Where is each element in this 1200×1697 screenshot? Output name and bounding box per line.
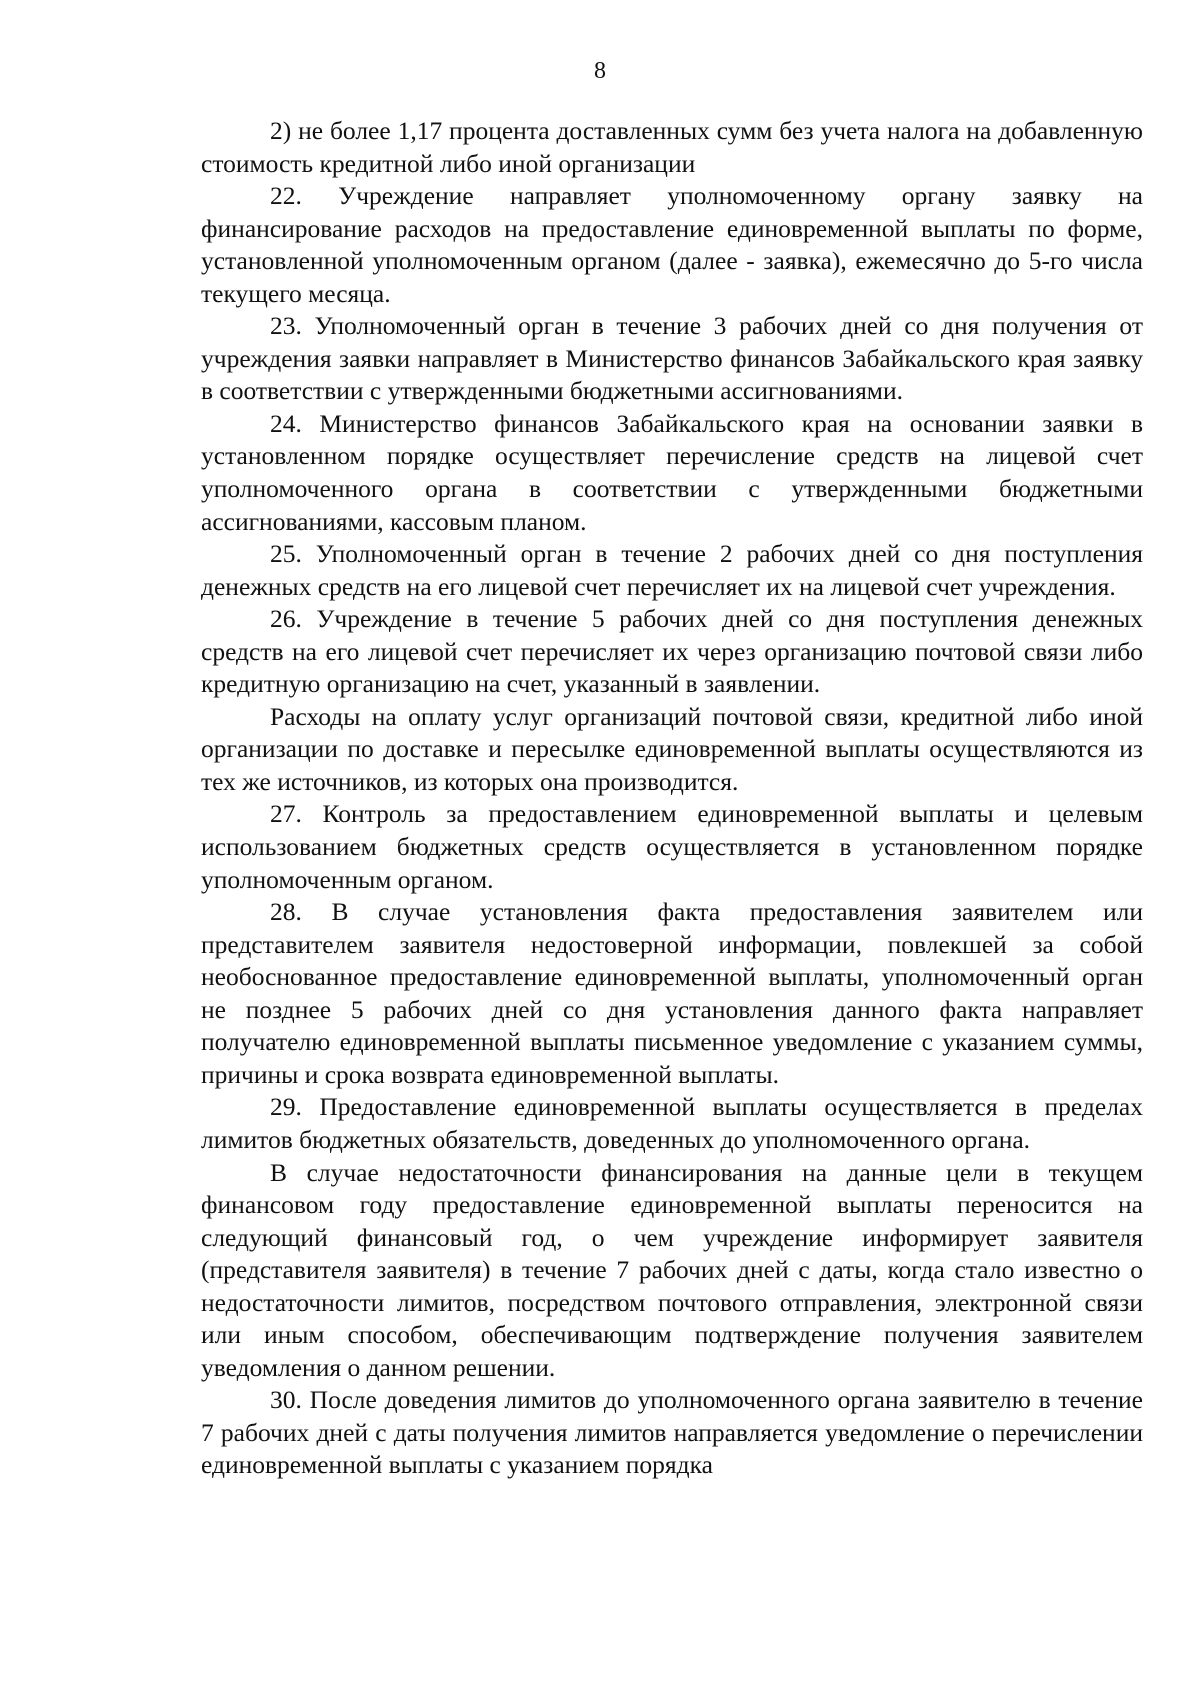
paragraph-26-expenses: Расходы на оплату услуг организаций почтовой связи, кредитной либо иной организации по доставке и пересылке единовременной выплаты осуществляются из тех же источников, из которых она производится.: [201, 701, 1143, 796]
paragraph-28: 28. В случае установления факта предоставления заявителем или представителем заявителя недостоверной информации, повлекшей за собой необоснованное предоставление единовременной выплаты, уполномоченный орган не позднее 5 рабочих дней со дня установления данного факта направляет получателю единовременной выплаты письменное уведомление с указанием суммы, причины и срока возврата единовременной выплаты.: [201, 897, 1143, 1089]
page-number: 8: [594, 58, 606, 84]
paragraph-24: 24. Министерство финансов Забайкальского края на основании заявки в установленном порядке осуществляет перечисление средств на лицевой счет уполномоченного органа в соответствии с утвержденными бюджетными ассигнованиями, кассовым планом.: [201, 408, 1143, 536]
paragraph-27: 27. Контроль за предоставлением единовременной выплаты и целевым использованием бюджетных средств осуществляется в установленном порядке уполномоченным органом.: [201, 799, 1143, 894]
paragraph-25: 25. Уполномоченный орган в течение 2 рабочих дней со дня поступления денежных средств на его лицевой счет перечисляет их на лицевой счет учреждения.: [201, 539, 1143, 601]
paragraph-29-insufficiency: В случае недостаточности финансирования на данные цели в текущем финансовом году предоставление единовременной выплаты переносится на следующий финансовый год, о чем учреждение информирует заявителя (представителя заявителя) в течение 7 рабочих дней с даты, когда стало известно о недостаточности лимитов, посредством почтового отправления, электронной связи или иным способом, обеспечивающим подтверждение получения заявителем уведомления о данном решении.: [201, 1157, 1143, 1382]
paragraph-item-2: 2) не более 1,17 процента доставленных сумм без учета налога на добавленную стоимость кредитной либо иной организации: [201, 116, 1143, 178]
paragraph-30: 30. После доведения лимитов до уполномоченного органа заявителю в течение 7 рабочих дней с даты получения лимитов направляется уведомление о перечислении единовременной выплаты с указанием порядка: [201, 1385, 1143, 1480]
paragraph-23: 23. Уполномоченный орган в течение 3 рабочих дней со дня получения от учреждения заявки направляет в Министерство финансов Забайкальского края заявку в соответствии с утвержденными бюджетными ассигнованиями.: [201, 311, 1143, 406]
document-body: [201, 115, 1143, 1482]
paragraph-26: 26. Учреждение в течение 5 рабочих дней со дня поступления денежных средств на его лицевой счет перечисляет их через организацию почтовой связи либо кредитную организацию на счет, указанный в заявлении.: [201, 604, 1143, 699]
paragraph-22: 22. Учреждение направляет уполномоченному органу заявку на финансирование расходов на предоставление единовременной выплаты по форме, установленной уполномоченным органом (далее - заявка), ежемесячно до 5-го числа текущего месяца.: [201, 181, 1143, 308]
paragraph-29: 29. Предоставление единовременной выплаты осуществляется в пределах лимитов бюджетных обязательств, доведенных до уполномоченного органа.: [201, 1092, 1143, 1154]
